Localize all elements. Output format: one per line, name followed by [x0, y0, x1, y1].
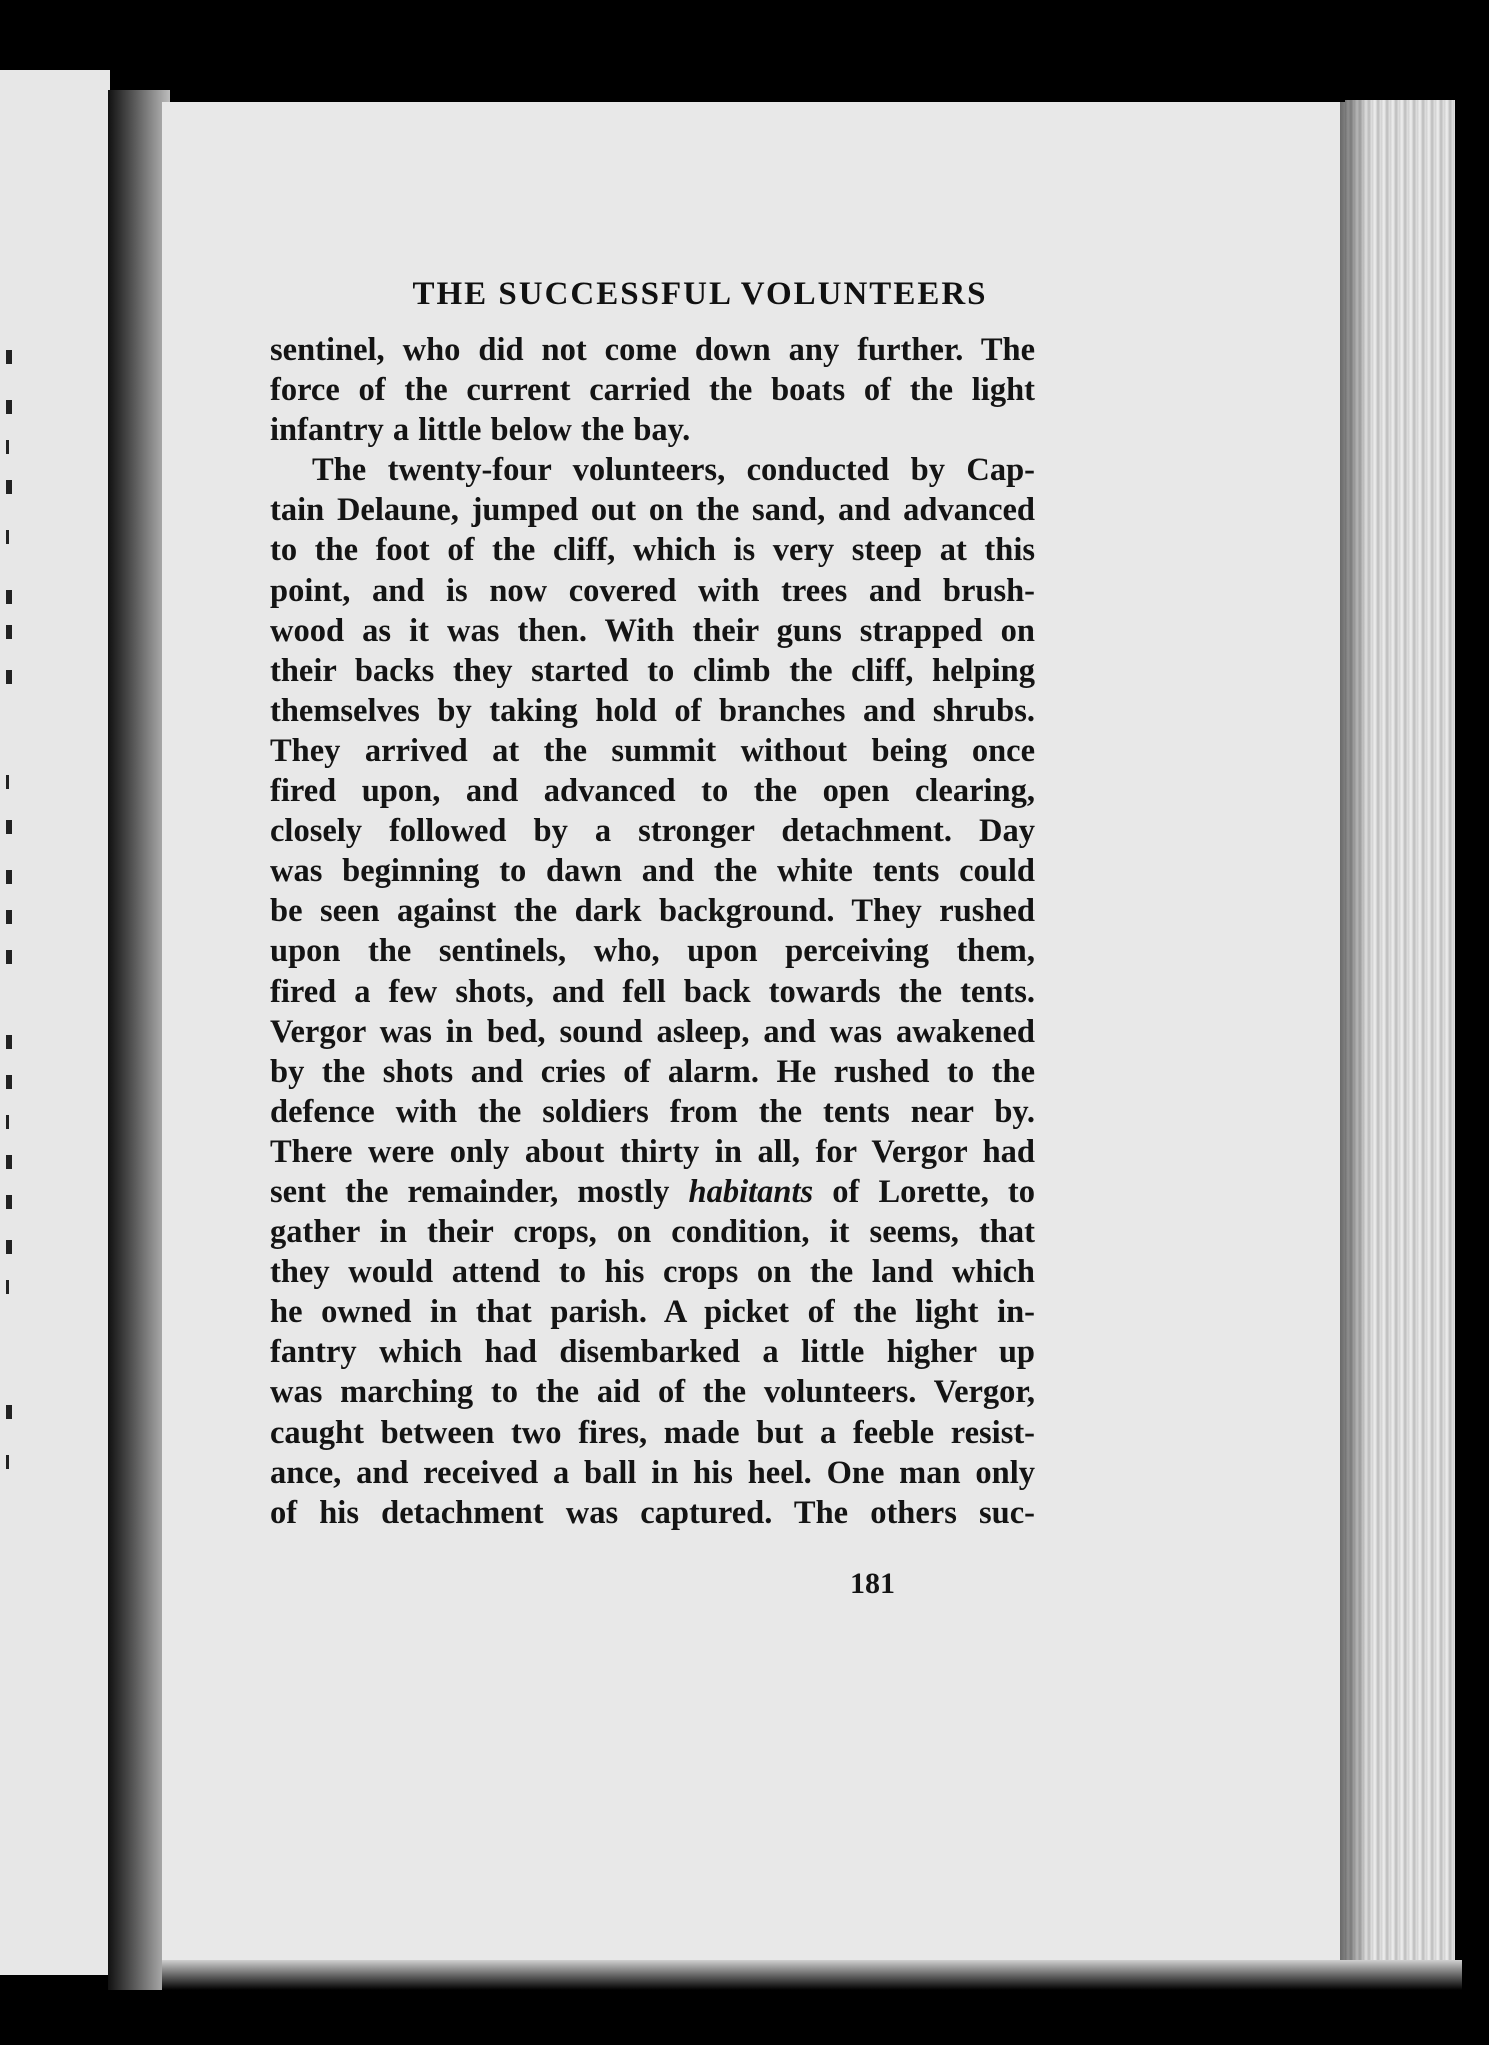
margin-mark	[6, 590, 12, 604]
text-fragment: sent the remainder, mostly	[270, 1173, 689, 1210]
margin-mark	[6, 775, 9, 789]
text-line: of his detachment was captured. The others suc-	[270, 1494, 1035, 1531]
text-line: by the shots and cries of alarm. He rushed to the	[270, 1053, 1035, 1090]
text-line: gather in their crops, on condition, it seems, that	[270, 1214, 1035, 1251]
text-line: sentinel, who did not come down any further. The	[270, 332, 1035, 368]
paragraph	[270, 450, 1035, 1533]
text-fragment: of Lorette, to	[813, 1173, 1036, 1210]
text-line: wood as it was then. With their guns strapped on	[270, 612, 1035, 649]
book-gutter	[108, 90, 170, 1990]
text-line: There were only about thirty in all, for Vergor had	[270, 1133, 1035, 1170]
text-line: to the foot of the cliff, which is very steep at this	[270, 532, 1035, 569]
text-line: force of the current carried the boats of the light	[270, 372, 1035, 409]
text-line: fantry which had disembarked a little higher up	[270, 1334, 1035, 1371]
previous-page-edge	[0, 70, 110, 1975]
margin-mark	[6, 480, 12, 494]
page-number: 181	[850, 1567, 895, 1600]
text-line: was beginning to dawn and the white tents could	[270, 853, 1035, 890]
text-line: Vergor was in bed, sound asleep, and was awakened	[270, 1013, 1035, 1050]
margin-mark	[6, 440, 9, 454]
text-line: tain Delaune, jumped out on the sand, and advanced	[270, 492, 1035, 529]
text-line: fired upon, and advanced to the open clearing,	[270, 773, 1035, 810]
margin-mark	[6, 1455, 9, 1469]
text-line: be seen against the dark background. They rushed	[270, 893, 1035, 930]
text-line: ance, and received a ball in his heel. One man only	[270, 1454, 1035, 1491]
text-line: was marching to the aid of the volunteers. Vergor,	[270, 1374, 1035, 1411]
margin-mark	[6, 1280, 9, 1294]
text-line-habitants	[270, 1172, 1035, 1212]
text-line: fired a few shots, and fell back towards the tents.	[270, 973, 1035, 1010]
margin-mark	[6, 1075, 12, 1089]
text-line: their backs they started to climb the cliff, helping	[270, 652, 1035, 689]
italic-word: habitants	[688, 1173, 814, 1210]
text-line: They arrived at the summit without being once	[270, 732, 1035, 769]
text-line: point, and is now covered with trees and brush-	[270, 572, 1035, 609]
margin-mark	[6, 625, 12, 639]
text-line: they would attend to his crops on the land which	[270, 1254, 1035, 1291]
margin-mark	[6, 1240, 12, 1254]
margin-mark	[6, 870, 12, 884]
text-line: upon the sentinels, who, upon perceiving them,	[270, 933, 1035, 970]
margin-mark	[6, 1195, 12, 1209]
page-edge-shadow	[1340, 100, 1370, 1970]
running-head: THE SUCCESSFUL VOLUNTEERS	[412, 276, 988, 312]
margin-mark	[6, 400, 12, 414]
text-line: he owned in that parish. A picket of the light in-	[270, 1294, 1035, 1331]
margin-mark	[6, 670, 12, 684]
text-line: themselves by taking hold of branches and shrubs.	[270, 692, 1035, 729]
margin-mark	[6, 1115, 9, 1129]
margin-mark	[6, 1035, 12, 1049]
margin-mark	[6, 910, 12, 924]
text-line: defence with the soldiers from the tents near by.	[270, 1093, 1035, 1130]
page-bottom-edge	[162, 1960, 1462, 1990]
page-body-text	[270, 330, 1035, 1533]
margin-mark	[6, 820, 12, 834]
paragraph	[270, 330, 1035, 450]
margin-mark	[6, 1155, 12, 1169]
text-line: infantry a little below the bay.	[270, 412, 691, 449]
text-line: closely followed by a stronger detachment. Day	[270, 813, 1035, 850]
text-line: The twenty-four volunteers, conducted by Cap-	[312, 452, 1035, 489]
margin-mark	[6, 950, 12, 964]
margin-mark	[6, 1405, 12, 1419]
margin-mark	[6, 530, 9, 544]
text-line: caught between two fires, made but a feeble resist-	[270, 1414, 1035, 1451]
margin-mark	[6, 350, 12, 364]
